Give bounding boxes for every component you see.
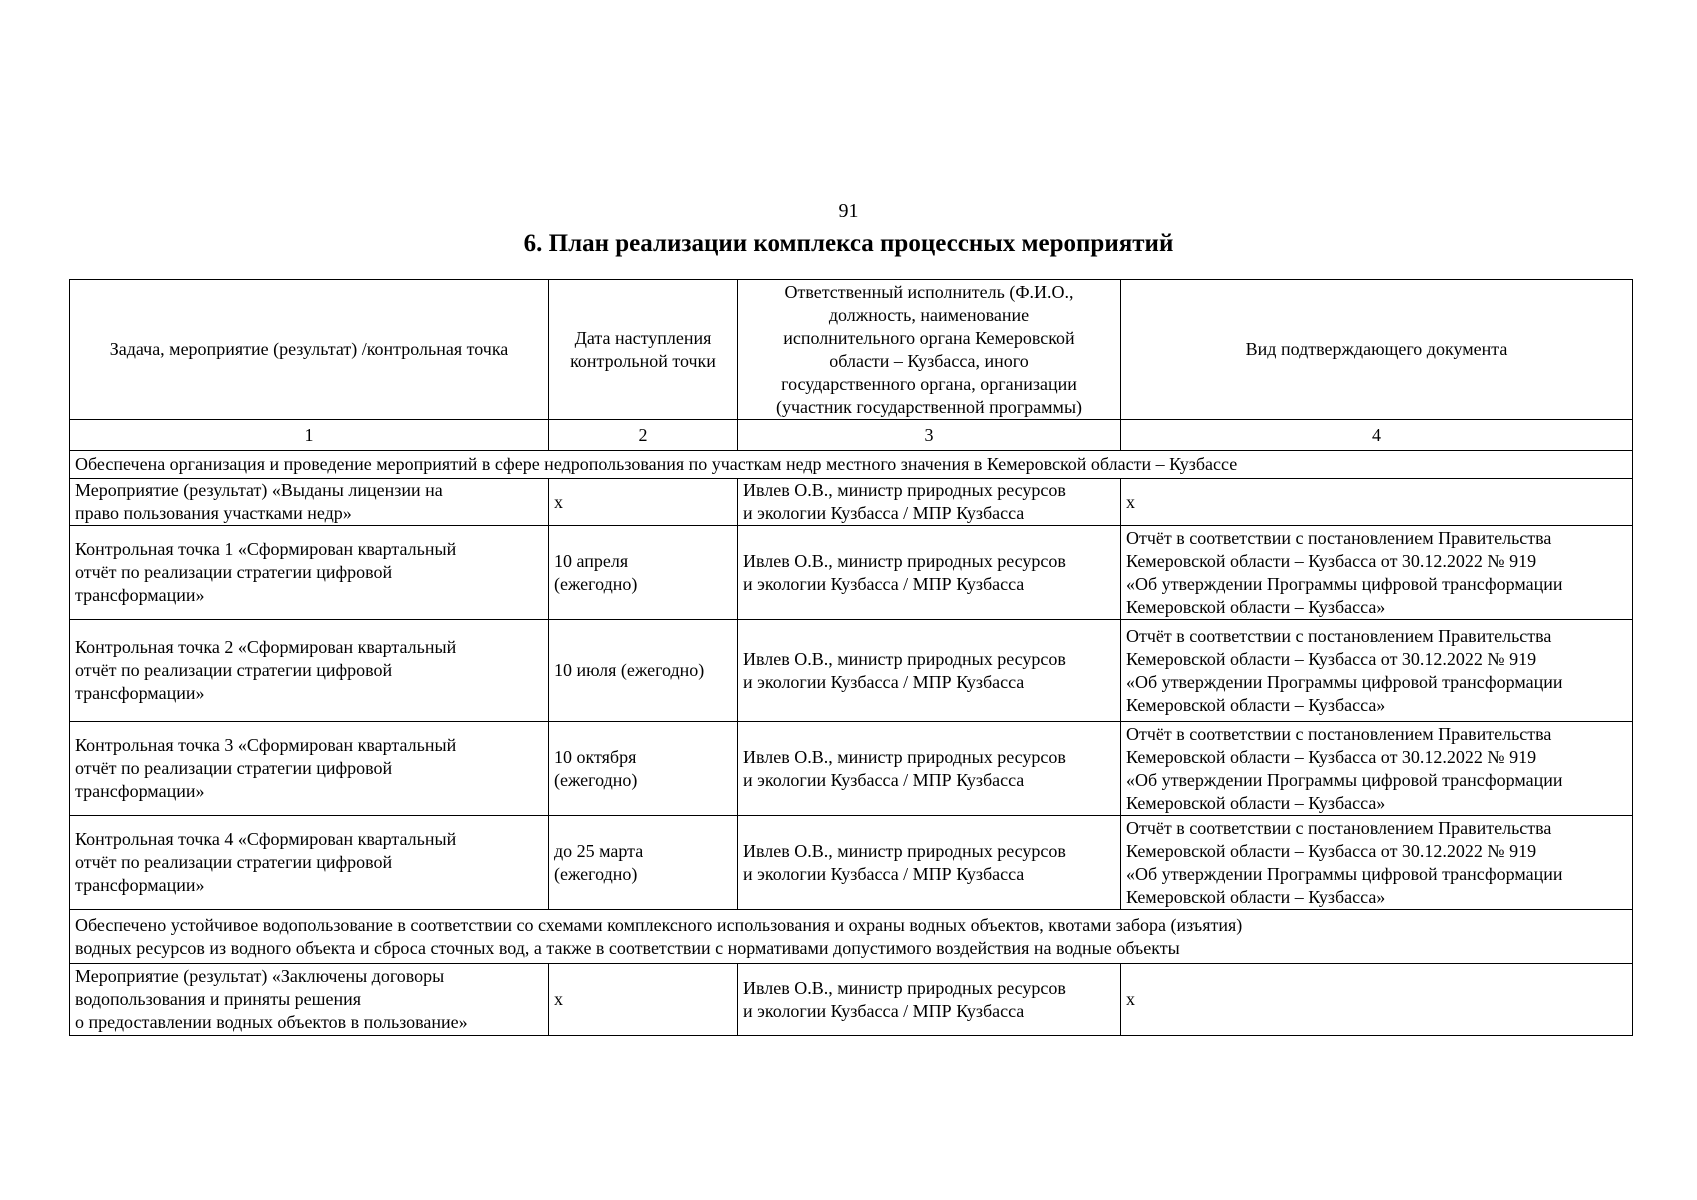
cell-executor: Ивлев О.В., министр природных ресурсов и экологии Кузбасса / МПР Кузбасса — [738, 620, 1121, 722]
cell-task: Контрольная точка 1 «Сформирован квартальный отчёт по реализации стратегии цифровой трансформации» — [70, 526, 549, 620]
cell-document: Отчёт в соответствии с постановлением Правительства Кемеровской области – Кузбасса от 30.12.2022 № 919 «Об утверждении Программы цифровой трансформации Кемеровской области – Кузбасса» — [1121, 526, 1633, 620]
section-row — [70, 910, 1633, 964]
column-number: 2 — [549, 420, 738, 451]
table-row — [70, 526, 1633, 620]
cell-date: x — [549, 964, 738, 1036]
section-row — [70, 451, 1633, 479]
cell-date: 10 октября (ежегодно) — [549, 722, 738, 816]
section-title: Обеспечена организация и проведение мероприятий в сфере недропользования по участкам недр местного значения в Кемеровской области – Кузбассе — [70, 451, 1633, 479]
page-title: 6. План реализации комплекса процессных мероприятий — [523, 230, 1174, 257]
cell-document: Отчёт в соответствии с постановлением Правительства Кемеровской области – Кузбасса от 30.12.2022 № 919 «Об утверждении Программы цифровой трансформации Кемеровской области – Кузбасса» — [1121, 722, 1633, 816]
column-number: 3 — [738, 420, 1121, 451]
section-title: Обеспечено устойчивое водопользование в соответствии со схемами комплексного использования и охраны водных объектов, квотами забора (изъятия) водных ресурсов из водного объекта и сброса сточных вод, а также в соответствии с нормативами допустимого воздействия на водные объекты — [70, 910, 1633, 964]
cell-date: до 25 марта (ежегодно) — [549, 816, 738, 910]
header-document: Вид подтверждающего документа — [1121, 280, 1633, 420]
cell-task: Мероприятие (результат) «Выданы лицензии на право пользования участками недр» — [70, 479, 549, 526]
cell-date: 10 апреля (ежегодно) — [549, 526, 738, 620]
page-number: 91 — [838, 200, 859, 222]
column-number-row — [70, 420, 1633, 451]
cell-executor: Ивлев О.В., министр природных ресурсов и экологии Кузбасса / МПР Кузбасса — [738, 964, 1121, 1036]
cell-date: x — [549, 479, 738, 526]
cell-executor: Ивлев О.В., министр природных ресурсов и экологии Кузбасса / МПР Кузбасса — [738, 479, 1121, 526]
header-row — [70, 280, 1633, 420]
table-row — [70, 722, 1633, 816]
cell-task: Мероприятие (результат) «Заключены договоры водопользования и приняты решения о предоставлении водных объектов в пользование» — [70, 964, 549, 1036]
column-number: 1 — [70, 420, 549, 451]
plan-table — [69, 279, 1633, 1036]
table-row — [70, 620, 1633, 722]
cell-task: Контрольная точка 3 «Сформирован квартальный отчёт по реализации стратегии цифровой трансформации» — [70, 722, 549, 816]
cell-executor: Ивлев О.В., министр природных ресурсов и экологии Кузбасса / МПР Кузбасса — [738, 722, 1121, 816]
column-number: 4 — [1121, 420, 1633, 451]
cell-executor: Ивлев О.В., министр природных ресурсов и экологии Кузбасса / МПР Кузбасса — [738, 816, 1121, 910]
cell-task: Контрольная точка 4 «Сформирован квартальный отчёт по реализации стратегии цифровой трансформации» — [70, 816, 549, 910]
table-row — [70, 479, 1633, 526]
cell-task: Контрольная точка 2 «Сформирован квартальный отчёт по реализации стратегии цифровой трансформации» — [70, 620, 549, 722]
table-row — [70, 816, 1633, 910]
cell-document: Отчёт в соответствии с постановлением Правительства Кемеровской области – Кузбасса от 30.12.2022 № 919 «Об утверждении Программы цифровой трансформации Кемеровской области – Кузбасса» — [1121, 816, 1633, 910]
cell-executor: Ивлев О.В., министр природных ресурсов и экологии Кузбасса / МПР Кузбасса — [738, 526, 1121, 620]
cell-document: Отчёт в соответствии с постановлением Правительства Кемеровской области – Кузбасса от 30.12.2022 № 919 «Об утверждении Программы цифровой трансформации Кемеровской области – Кузбасса» — [1121, 620, 1633, 722]
header-executor: Ответственный исполнитель (Ф.И.О., должность, наименование исполнительного органа Кемеровской области – Кузбасса, иного государственного органа, организации (участник государственной программы) — [738, 280, 1121, 420]
header-date: Дата наступления контрольной точки — [549, 280, 738, 420]
header-task: Задача, мероприятие (результат) /контрольная точка — [70, 280, 549, 420]
table-row — [70, 964, 1633, 1036]
cell-document: x — [1121, 964, 1633, 1036]
cell-document: x — [1121, 479, 1633, 526]
cell-date: 10 июля (ежегодно) — [549, 620, 738, 722]
